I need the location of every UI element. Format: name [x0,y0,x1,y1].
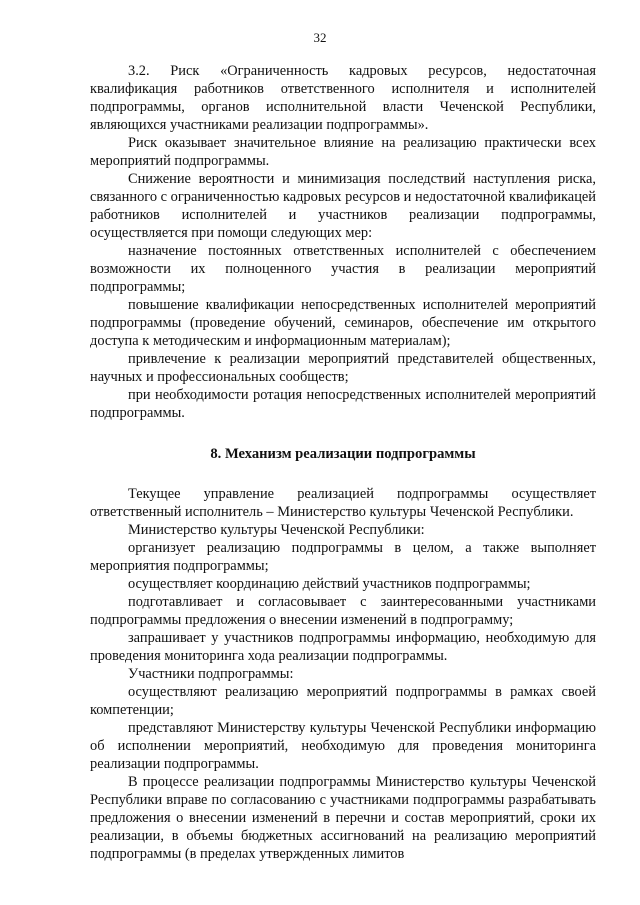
paragraph-participants: Участники подпрограммы: [128,666,294,682]
page-content [90,62,596,863]
paragraph-management: Текущее управление реализацией подпрограммы осуществляет ответственный исполнитель – Министерство культуры Чеченской Республики. [90,486,596,520]
paragraph-measure-rotation: при необходимости ротация непосредственных исполнителей мероприятий подпрограммы. [90,387,596,421]
paragraph-ministry-coordinates: осуществляет координацию действий участников подпрограммы; [128,576,531,592]
paragraph-risk-title: 3.2. Риск «Ограниченность кадровых ресурсов, недостаточная квалификация работников ответственного исполнителя и исполнителей подпрограммы, органов исполнительной власти Чеченской Республики, являющихся участниками реализации подпрограммы». [90,63,596,133]
paragraph-ministry: Министерство культуры Чеченской Республики: [128,522,425,538]
page-number: 32 [313,30,327,45]
paragraph-measure-qualification: повышение квалификации непосредственных исполнителей мероприятий подпрограммы (проведение обучений, семинаров, обеспечение им открытого доступа к методическим и информационным материалам); [90,297,596,349]
paragraph-risk-mitigation: Снижение вероятности и минимизация последствий наступления риска, связанного с ограниченностью кадровых ресурсов и недостаточной квалификацей работников исполнителей и участников реализации подпрограммы, осуществляется при помощи следующих мер: [90,171,596,241]
paragraph-risk-impact: Риск оказывает значительное влияние на реализацию практически всех мероприятий подпрограммы. [90,135,596,169]
paragraph-ministry-organizes: организует реализацию подпрограммы в целом, а также выполняет мероприятия подпрограммы; [90,540,596,574]
paragraph-participants-report: представляют Министерству культуры Чеченской Республики информацию об исполнении мероприятий, необходимую для проведения мониторинга реализации подпрограммы. [90,720,596,772]
paragraph-measure-appoint: назначение постоянных ответственных исполнителей с обеспечением возможности их полноценного участия в реализации мероприятий подпрограммы; [90,243,596,295]
paragraph-ministry-requests: запрашивает у участников подпрограммы информацию, необходимую для проведения мониторинга хода реализации подпрограммы. [90,630,596,664]
paragraph-measure-involve: привлечение к реализации мероприятий представителей общественных, научных и профессиональных сообществ; [90,351,596,385]
paragraph-participants-implement: осуществляют реализацию мероприятий подпрограммы в рамках своей компетенции; [90,684,596,718]
paragraph-ministry-prepares: подготавливает и согласовывает с заинтересованными участниками подпрограммы предложения о внесении изменений в подпрограмму; [90,594,596,628]
section-heading: 8. Механизм реализации подпрограммы [210,446,476,462]
paragraph-process: В процессе реализации подпрограммы Министерство культуры Чеченской Республики вправе по согласованию с участниками подпрограммы разрабатывать предложения о внесении изменений в перечни и состав мероприятий, сроки их реализации, в объемы бюджетных ассигнований на реализацию мероприятий подпрограммы (в пределах утвержденных лимитов [90,774,596,862]
